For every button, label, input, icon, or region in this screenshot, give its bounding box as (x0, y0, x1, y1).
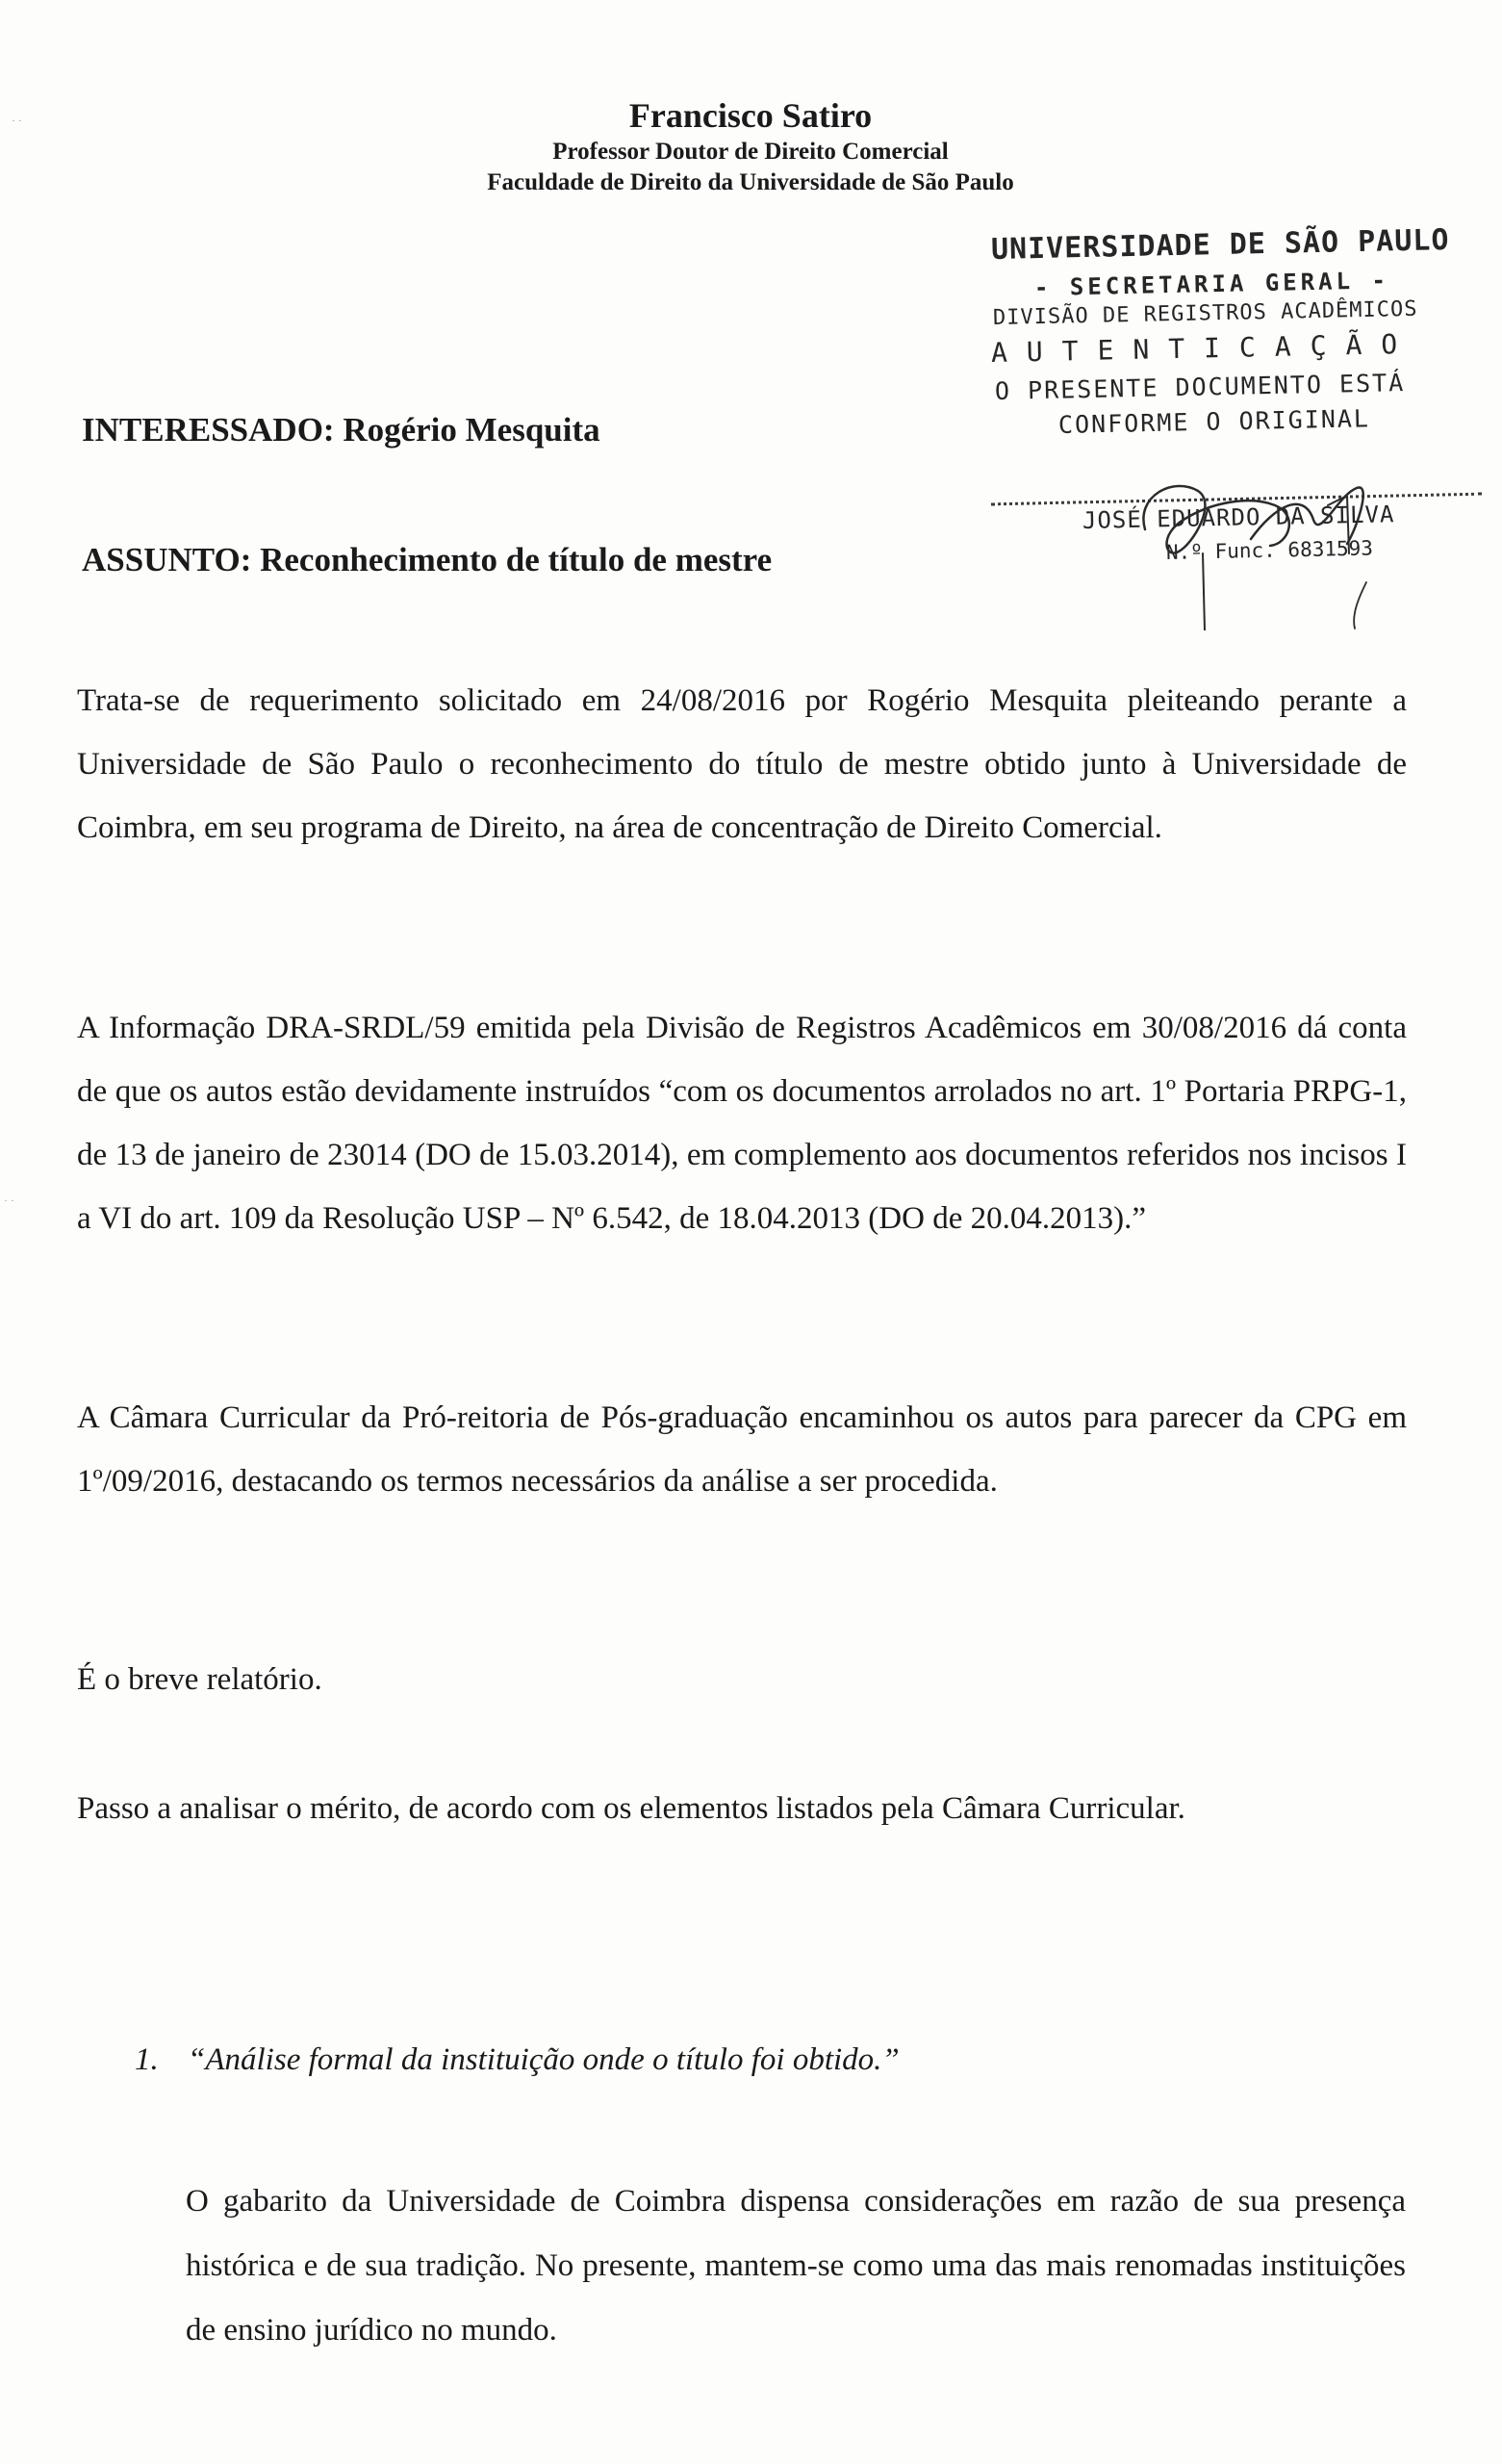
scan-speck: · · (4, 1194, 14, 1207)
assunto-heading: ASSUNTO: Reconhecimento de título de mestre (82, 541, 773, 578)
list-item-1 (135, 2036, 900, 2084)
letterhead-title: Professor Doutor de Direito Comercial (552, 139, 949, 165)
stamp-func-number: N.º Func. 6831593 (1165, 536, 1374, 564)
paragraph-1: Trata-se de requerimento solicitado em 24/08/2016 por Rogério Mesquita pleiteando perante a Universidade de São Paulo o reconhecimento do título de mestre obtido junto à Universidade de Coimbra, em seu programa de Direito, na área de concentração de Direito Comercial. (77, 683, 1407, 845)
paragraph-4: É o breve relatório. (77, 1662, 322, 1697)
stamp-divisao: DIVISÃO DE REGISTROS ACADÊMICOS (992, 296, 1418, 330)
stamp-secretaria: - SECRETARIA GERAL - (1033, 267, 1390, 301)
letterhead (385, 94, 1116, 198)
paragraph-6: O gabarito da Universidade de Coimbra dispensa considerações em razão de sua presença histórica e de sua tradição. No presente, mantem-se como uma das mais renomadas instituições de ensino jurídico no mundo. (186, 2184, 1406, 2348)
stamp-presente: O PRESENTE DOCUMENTO ESTÁ (994, 369, 1406, 405)
list-item-text: “Análise formal da instituição onde o título foi obtido.” (188, 2042, 900, 2077)
paragraph-5: Passo a analisar o mérito, de acordo com os elementos listados pela Câmara Curricular. (77, 1791, 1185, 1826)
letterhead-institution: Faculdade de Direito da Universidade de São Paulo (487, 169, 1014, 195)
scan-speck: · · (12, 114, 22, 127)
interessado-heading: INTERESSADO: Rogério Mesquita (82, 411, 600, 449)
paragraph-3: A Câmara Curricular da Pró-reitoria de Pós-graduação encaminhou os autos para parecer da CPG em 1º/09/2016, destacando os termos necessários da análise a ser procedida. (77, 1400, 1407, 1499)
stamp-conforme: CONFORME O ORIGINAL (1057, 404, 1371, 439)
stamp-official-name: JOSÉ EDUARDO DA SILVA (1082, 500, 1395, 534)
stamp-autenticacao: AUTENTICAÇÃO (990, 327, 1417, 369)
stamp-university: UNIVERSIDADE DE SÃO PAULO (990, 223, 1450, 267)
authentication-stamp (990, 223, 1491, 626)
paragraph-2: A Informação DRA-SRDL/59 emitida pela Divisão de Registros Acadêmicos em 30/08/2016 dá conta de que os autos estão devidamente instruídos “com os documentos arrolados no art. 1º Portaria PRPG-1, de 13 de janeiro de 23014 (DO de 15.03.2014), em complemento aos documentos referidos nos incisos I a VI do art. 109 da Resolução USP – Nº 6.542, de 18.04.2013 (DO de 20.04.2013).” (77, 1011, 1407, 1236)
list-item-number: 1. (135, 2042, 159, 2077)
letterhead-name: Francisco Satiro (628, 96, 873, 135)
handwritten-signature (1107, 438, 1414, 630)
